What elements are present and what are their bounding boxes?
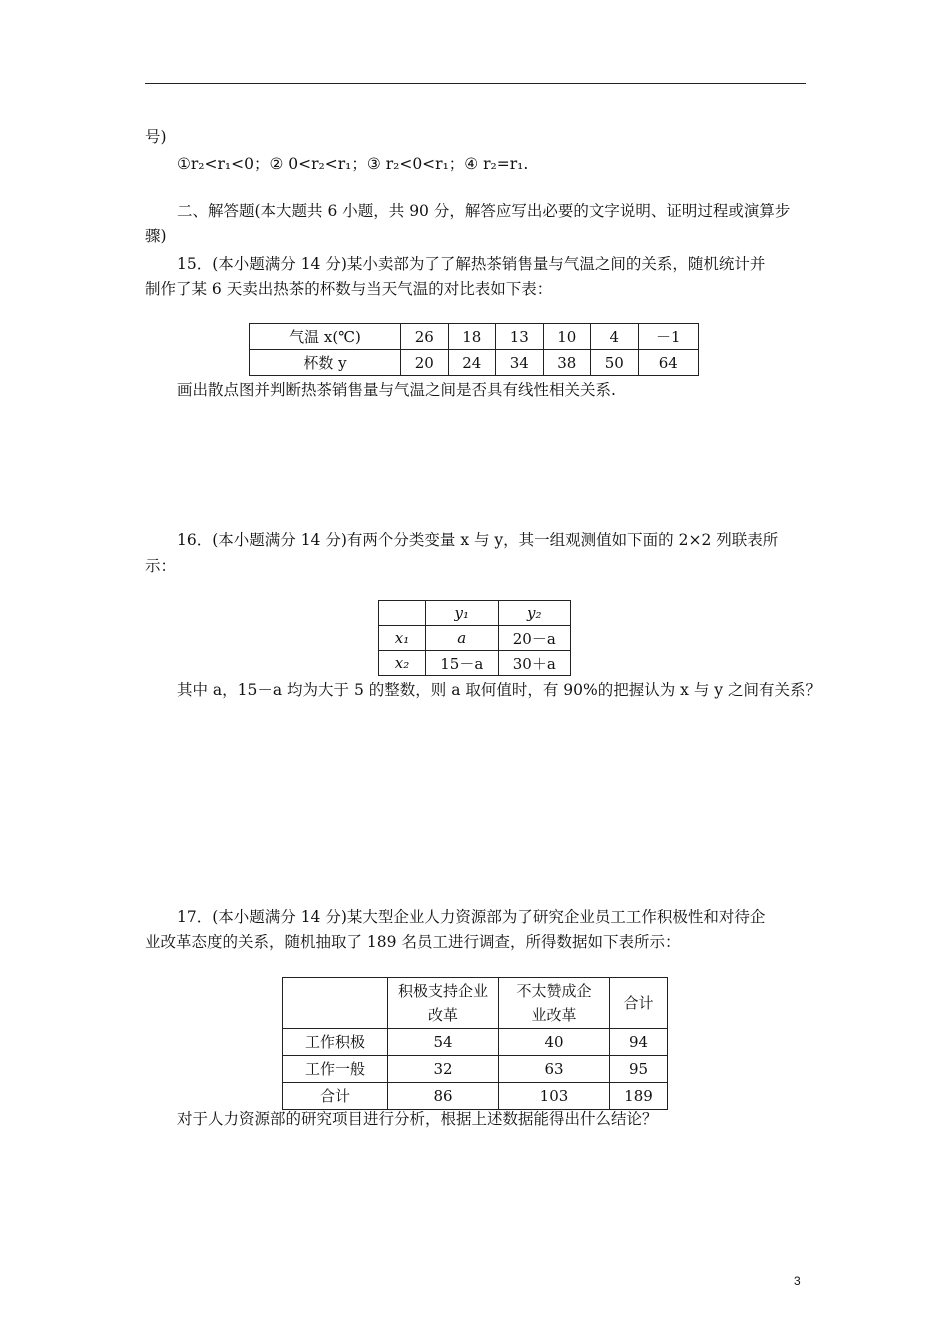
- table-cell: 4: [591, 324, 639, 350]
- question-17: 17．(本小题满分 14 分)某大型企业人力资源部为了研究企业员工工作积极性和对待企: [177, 908, 766, 926]
- contingency-table-2x2: [378, 600, 571, 676]
- section-heading: 二、解答题(本大题共 6 小题，共 90 分，解答应写出必要的文字说明、证明过程或演算步: [177, 202, 791, 220]
- table-cell: 95: [610, 1056, 668, 1083]
- table-cell: 38: [543, 350, 591, 376]
- table-cell: a: [426, 626, 499, 651]
- text-line: ①r₂<r₁<0；② 0<r₂<r₁；③ r₂<0<r₁；④ r₂=r₁.: [177, 155, 529, 173]
- table-cell: 10: [543, 324, 591, 350]
- table-cell: 26: [401, 324, 449, 350]
- table-cell: 工作一般: [283, 1056, 388, 1083]
- table-row: [379, 651, 571, 676]
- table-row: [283, 978, 668, 1029]
- table-cell: x₂: [379, 651, 426, 676]
- table-cell: 杯数 y: [250, 350, 401, 376]
- table-cell: 24: [448, 350, 496, 376]
- question-16-task: 其中 a，15－a 均为大于 5 的整数，则 a 取何值时，有 90%的把握认为 x 与 y 之间有关系？: [177, 681, 821, 699]
- table-row: [283, 1029, 668, 1056]
- table-cell: 50: [591, 350, 639, 376]
- table-cell: [379, 601, 426, 626]
- table-header: 合计: [610, 978, 668, 1029]
- header-line: 不太赞成企: [516, 982, 592, 1000]
- employee-survey-table: [282, 977, 668, 1110]
- table-cell: 20－a: [498, 626, 571, 651]
- table-row: [250, 324, 699, 350]
- table-cell: 40: [499, 1029, 610, 1056]
- table-cell: 94: [610, 1029, 668, 1056]
- table-cell: 20: [401, 350, 449, 376]
- temperature-cups-table: [249, 323, 699, 376]
- table-cell: 64: [638, 350, 698, 376]
- table-header: [388, 978, 499, 1029]
- question-16: 16．(本小题满分 14 分)有两个分类变量 x 与 y，其一组观测值如下面的 2×2 列联表所: [177, 531, 779, 549]
- question-15-task: 画出散点图并判断热茶销售量与气温之间是否具有线性相关关系.: [177, 381, 616, 399]
- question-15: 15．(本小题满分 14 分)某小卖部为了了解热茶销售量与气温之间的关系，随机统计并: [177, 255, 766, 273]
- text-line: 号): [145, 128, 167, 146]
- text-line: 骤): [145, 227, 167, 245]
- table-cell: x₁: [379, 626, 426, 651]
- table-cell: y₁: [426, 601, 499, 626]
- header-line: 积极支持企业: [397, 982, 488, 1000]
- table-cell: 15－a: [426, 651, 499, 676]
- header-line: 业改革: [531, 1006, 577, 1024]
- table-cell: 103: [499, 1083, 610, 1110]
- table-header: [499, 978, 610, 1029]
- table-cell: 合计: [283, 1083, 388, 1110]
- table-row: [283, 1083, 668, 1110]
- table-cell: 34: [496, 350, 544, 376]
- table-cell: 18: [448, 324, 496, 350]
- table-cell: 63: [499, 1056, 610, 1083]
- question-16-cont: 示：: [145, 557, 177, 575]
- question-17-task: 对于人力资源部的研究项目进行分析，根据上述数据能得出什么结论？: [177, 1110, 658, 1128]
- table-cell: －1: [638, 324, 698, 350]
- header-rule: [145, 83, 806, 84]
- table-cell: 气温 x(℃): [250, 324, 401, 350]
- table-cell: 工作积极: [283, 1029, 388, 1056]
- table-cell: 13: [496, 324, 544, 350]
- header-line: 改革: [427, 1006, 458, 1024]
- table-cell: 30＋a: [498, 651, 571, 676]
- table-cell: 54: [388, 1029, 499, 1056]
- table-row: [379, 626, 571, 651]
- question-17-cont: 业改革态度的关系，随机抽取了 189 名员工进行调查，所得数据如下表所示：: [145, 933, 681, 951]
- table-row: [283, 1056, 668, 1083]
- table-cell: 86: [388, 1083, 499, 1110]
- table-cell: [283, 978, 388, 1029]
- table-cell: y₂: [498, 601, 571, 626]
- table-row: [250, 350, 699, 376]
- table-row: [379, 601, 571, 626]
- table-cell: 189: [610, 1083, 668, 1110]
- question-15-cont: 制作了某 6 天卖出热茶的杯数与当天气温的对比表如下表：: [145, 280, 553, 298]
- table-cell: 32: [388, 1056, 499, 1083]
- page-number: 3: [794, 1274, 801, 1288]
